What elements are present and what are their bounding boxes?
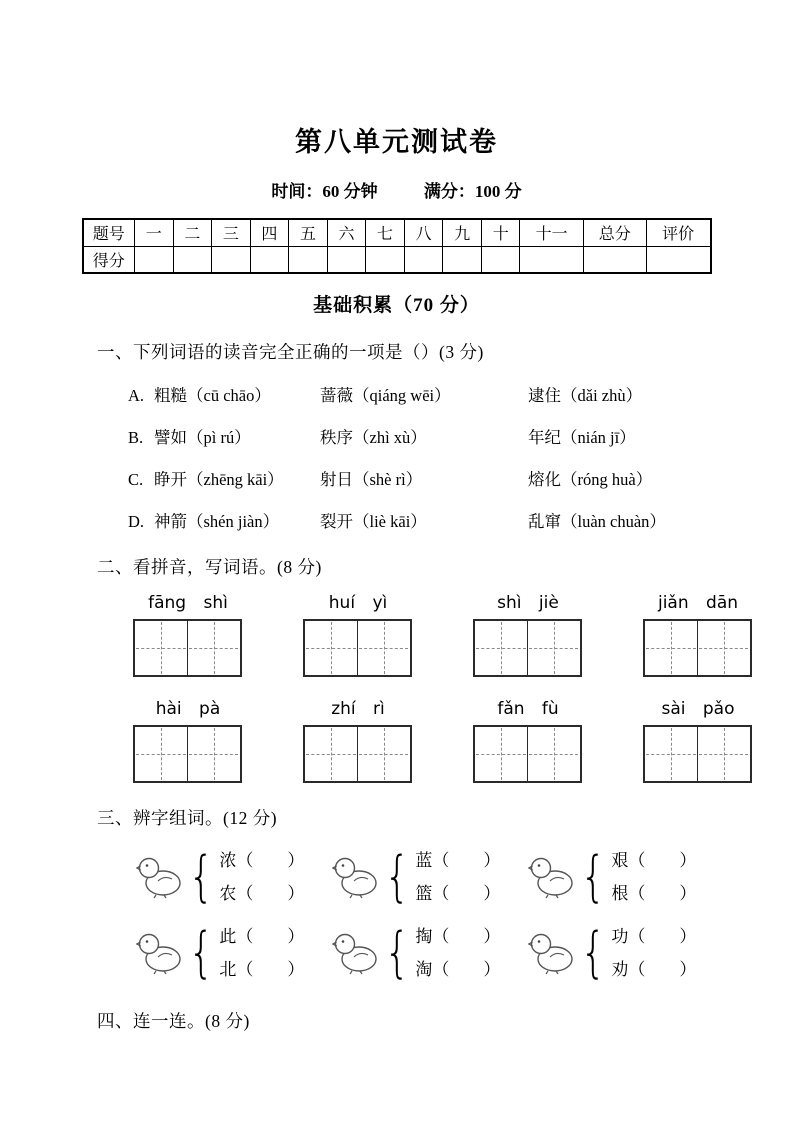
pinyin-label: zhí rì (331, 699, 385, 719)
score-cell-empty (135, 246, 174, 273)
option-label: A. (128, 386, 145, 405)
word-group-row-1 (136, 844, 793, 910)
option-word: 裂开（liè kāi） (320, 512, 427, 531)
score-header-cell: 题号 (83, 219, 135, 246)
word-group (136, 844, 332, 910)
word-blank: 蓝（ ） (415, 851, 501, 870)
score-cell-empty (327, 246, 366, 273)
writing-grid (133, 619, 242, 677)
word-group (332, 844, 528, 910)
score-table-header-row (83, 219, 711, 246)
question-4-stem: 四、连一连。(8 分) (97, 1011, 250, 1031)
pinyin-item (133, 699, 243, 783)
option-word: 逮住（dǎi zhù） (528, 386, 643, 405)
word-group (528, 844, 724, 910)
grid-cell (357, 727, 409, 781)
option-word: 蔷薇（qiáng wēi） (320, 386, 451, 405)
question-3-stem: 三、辨字组词。(12 分) (97, 808, 278, 828)
option-label: D. (128, 512, 145, 531)
page-title: 第八单元测试卷 (295, 127, 498, 157)
word-pair (611, 920, 696, 986)
option-word: 熔化（róng huà） (528, 470, 653, 489)
score-header-cell: 十 (481, 219, 520, 246)
score-header-cell: 七 (366, 219, 405, 246)
pinyin-row-1 (133, 593, 793, 677)
pinyin-label: shì jiè (497, 593, 559, 613)
duck-icon (332, 855, 378, 899)
score-table-score-row (83, 246, 711, 273)
q1-option-a (128, 382, 793, 406)
grid-cell (135, 727, 187, 781)
option-word: 粗糙（cū chāo） (154, 386, 271, 405)
duck-icon (136, 931, 182, 975)
option-word: 譬如（pì rú） (154, 428, 251, 447)
question-1-stem: 一、下列词语的读音完全正确的一项是（）(3 分) (97, 342, 484, 362)
score-row-label: 得分 (83, 246, 135, 273)
grid-cell (475, 727, 527, 781)
word-pair (415, 920, 500, 986)
pinyin-item (133, 593, 243, 677)
word-blank: 农（ ） (219, 884, 305, 903)
score-header-cell: 总分 (583, 219, 646, 246)
grid-cell (475, 621, 527, 675)
writing-grid (643, 725, 752, 783)
word-pair (219, 920, 304, 986)
pinyin-item (473, 699, 583, 783)
duck-icon (136, 855, 182, 899)
word-pair (415, 844, 500, 910)
score-header-cell: 评价 (646, 219, 710, 246)
score-cell-empty (212, 246, 251, 273)
word-blank: 根（ ） (611, 884, 697, 903)
option-label: B. (128, 428, 144, 447)
word-blank: 篮（ ） (415, 884, 501, 903)
word-blank: 功（ ） (611, 927, 697, 946)
brace-glyph: { (384, 921, 411, 984)
score-header-cell: 二 (173, 219, 212, 246)
exam-time: 时间：60 分钟 (271, 182, 378, 201)
brace-glyph: { (580, 921, 607, 984)
grid-cell (305, 621, 357, 675)
writing-grid (473, 725, 582, 783)
score-cell-empty (173, 246, 212, 273)
pinyin-label: fāng shì (148, 593, 228, 613)
word-group (136, 920, 332, 986)
pinyin-item (643, 593, 753, 677)
score-cell-empty (404, 246, 443, 273)
option-word: 射日（shè rì） (320, 470, 423, 489)
word-pair (611, 844, 696, 910)
q1-option-c (128, 466, 793, 490)
score-cell-empty (366, 246, 405, 273)
pinyin-item (303, 593, 413, 677)
score-cell-empty (646, 246, 710, 273)
brace-glyph: { (188, 845, 215, 908)
grid-cell (645, 621, 697, 675)
word-blank: 北（ ） (219, 960, 305, 979)
word-blank: 浓（ ） (219, 851, 305, 870)
brace-glyph: { (384, 845, 411, 908)
word-blank: 掏（ ） (415, 927, 501, 946)
writing-grid (303, 619, 412, 677)
pinyin-label: huí yì (328, 593, 388, 613)
word-group-row-2 (136, 920, 793, 986)
exam-full-score: 满分：100 分 (423, 182, 522, 201)
score-header-cell: 六 (327, 219, 366, 246)
option-word: 乱窜（luàn chuàn） (528, 512, 666, 531)
pinyin-item (303, 699, 413, 783)
pinyin-label: jiǎn dān (657, 593, 739, 613)
pinyin-item (473, 593, 583, 677)
brace-glyph: { (188, 921, 215, 984)
writing-grid (473, 619, 582, 677)
option-word: 年纪（nián jī） (528, 428, 636, 447)
grid-cell (527, 621, 579, 675)
section-title: 基础积累（70 分） (313, 295, 480, 316)
word-blank: 劝（ ） (611, 960, 697, 979)
score-cell-empty (250, 246, 289, 273)
q1-option-b (128, 424, 793, 448)
score-cell-empty (443, 246, 482, 273)
score-table (82, 218, 712, 274)
option-word: 秩序（zhì xù） (320, 428, 427, 447)
score-cell-empty (583, 246, 646, 273)
duck-icon (528, 855, 574, 899)
word-pair (219, 844, 304, 910)
writing-grid (133, 725, 242, 783)
pinyin-row-2 (133, 699, 793, 783)
score-header-cell: 五 (289, 219, 328, 246)
score-header-cell: 四 (250, 219, 289, 246)
pinyin-item (643, 699, 753, 783)
word-blank: 淘（ ） (415, 960, 501, 979)
score-cell-empty (481, 246, 520, 273)
brace-glyph: { (580, 845, 607, 908)
score-cell-empty (520, 246, 583, 273)
pinyin-label: sài pǎo (661, 699, 735, 719)
word-blank: 此（ ） (219, 927, 305, 946)
word-group (332, 920, 528, 986)
duck-icon (528, 931, 574, 975)
pinyin-label: fǎn fù (497, 699, 559, 719)
grid-cell (645, 727, 697, 781)
question-2-stem: 二、看拼音，写词语。(8 分) (97, 557, 322, 577)
word-blank: 艰（ ） (611, 851, 697, 870)
score-header-cell: 九 (443, 219, 482, 246)
grid-cell (697, 621, 749, 675)
q1-option-d (128, 508, 793, 532)
exam-meta (0, 177, 793, 202)
duck-icon (332, 931, 378, 975)
grid-cell (305, 727, 357, 781)
word-group (528, 920, 724, 986)
grid-cell (527, 727, 579, 781)
grid-cell (187, 727, 239, 781)
writing-grid (303, 725, 412, 783)
option-label: C. (128, 470, 144, 489)
option-word: 睁开（zhēng kāi） (154, 470, 284, 489)
score-header-cell: 十一 (520, 219, 583, 246)
grid-cell (697, 727, 749, 781)
grid-cell (357, 621, 409, 675)
pinyin-label: hài pà (155, 699, 221, 719)
writing-grid (643, 619, 752, 677)
score-header-cell: 一 (135, 219, 174, 246)
score-header-cell: 八 (404, 219, 443, 246)
score-header-cell: 三 (212, 219, 251, 246)
grid-cell (135, 621, 187, 675)
score-cell-empty (289, 246, 328, 273)
grid-cell (187, 621, 239, 675)
option-word: 神箭（shén jiàn） (154, 512, 280, 531)
